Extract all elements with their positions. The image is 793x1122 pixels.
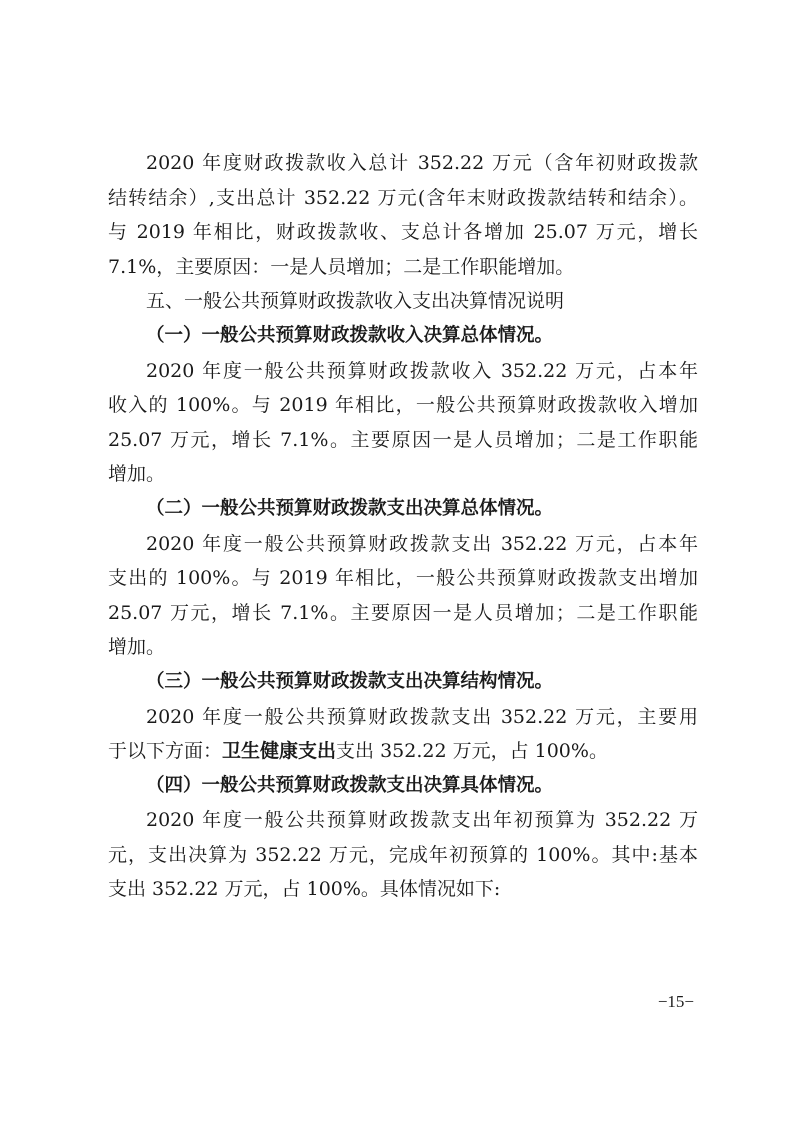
paragraph-line: 结转结余）,支出总计 352.22 万元(含年末财政拨款结转和结余）。	[108, 186, 698, 209]
document-body	[108, 146, 698, 907]
text-segment: 支出 352.22 万元，占 100%。	[336, 740, 608, 763]
subsection-heading: （二）一般公共预算财政拨款支出决算总体情况。	[146, 497, 554, 519]
emphasis-text: 卫生健康支出	[222, 740, 337, 763]
paragraph-line	[108, 734, 698, 769]
paragraph-line: 25.07 万元，增长 7.1%。主要原因一是人员增加；二是工作职能	[108, 601, 698, 624]
paragraph-line: 收入的 100%。与 2019 年相比，一般公共预算财政拨款收入增加	[108, 394, 698, 417]
paragraph-line: 支出的 100%。与 2019 年相比，一般公共预算财政拨款支出增加	[108, 567, 698, 590]
subsection-heading: （三）一般公共预算财政拨款支出决算结构情况。	[146, 670, 554, 692]
paragraph-line: 25.07 万元，增长 7.1%。主要原因一是人员增加；二是工作职能	[108, 428, 698, 451]
subsection-heading: （一）一般公共预算财政拨款收入决算总体情况。	[146, 324, 554, 346]
paragraph-line: 2020 年度一般公共预算财政拨款支出 352.22 万元，占本年	[146, 532, 698, 555]
page-number: −15−	[657, 992, 694, 1011]
paragraph-line: 与 2019 年相比，财政拨款收、支总计各增加 25.07 万元，增长	[108, 221, 698, 244]
paragraph-line: 支出 352.22 万元，占 100%。具体情况如下:	[108, 878, 501, 901]
paragraph-line: 元，支出决算为 352.22 万元，完成年初预算的 100%。其中:基本	[108, 843, 698, 866]
paragraph-line: 2020 年度财政拨款收入总计 352.22 万元（含年初财政拨款	[146, 152, 698, 174]
paragraph-line: 2020 年度一般公共预算财政拨款支出年初预算为 352.22 万	[146, 809, 698, 832]
paragraph-line: 2020 年度一般公共预算财政拨款支出 352.22 万元，主要用	[146, 705, 698, 728]
paragraph-line: 7.1%，主要原因：一是人员增加；二是工作职能增加。	[108, 255, 575, 278]
section-heading: 五、一般公共预算财政拨款收入支出决算情况说明	[146, 290, 565, 313]
paragraph-line: 增加。	[108, 463, 166, 486]
paragraph-line: 增加。	[108, 636, 166, 659]
text-segment: 于以下方面：	[108, 740, 223, 763]
subsection-heading: （四）一般公共预算财政拨款支出决算具体情况。	[146, 774, 554, 796]
paragraph-line: 2020 年度一般公共预算财政拨款收入 352.22 万元，占本年	[146, 359, 698, 382]
